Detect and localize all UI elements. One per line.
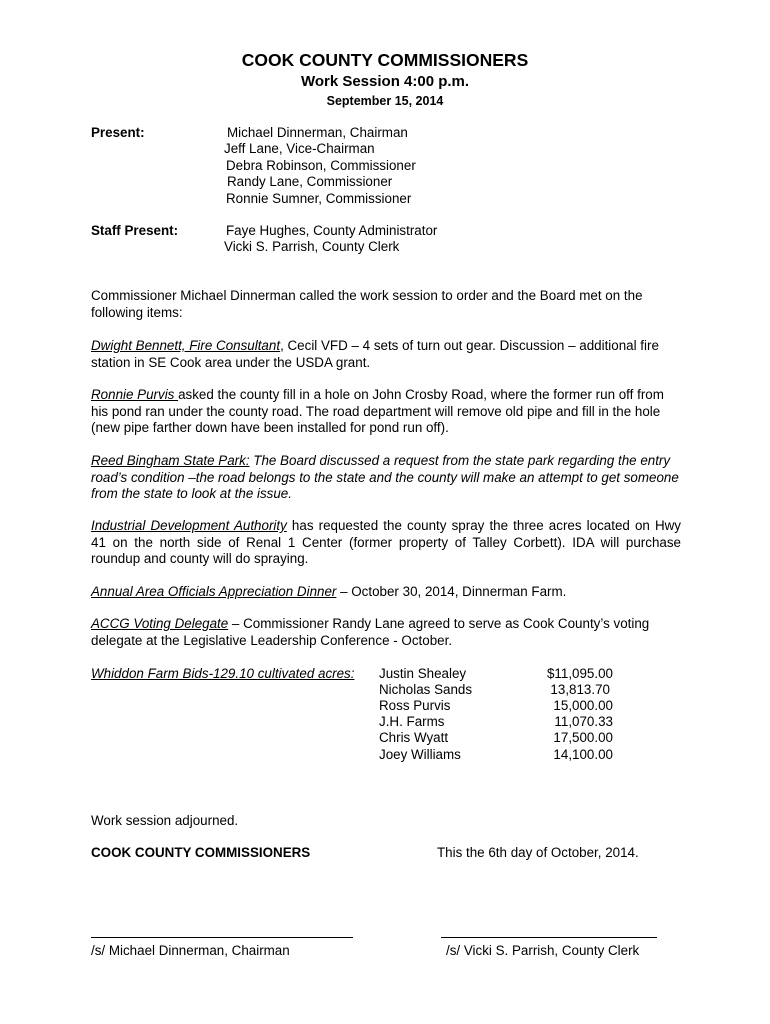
bidder-name: Ross Purvis <box>379 698 451 713</box>
bid-amount: 15,000.00 <box>553 698 613 713</box>
chairman-signature: /s/ Michael Dinnerman, Chairman <box>91 943 290 958</box>
clerk-signature: /s/ Vicki S. Parrish, County Clerk <box>446 943 640 958</box>
item-heading: Reed Bingham State Park: <box>91 453 250 468</box>
item-heading: Dwight Bennett, Fire Consultant <box>91 338 281 353</box>
item-text: – Commissioner Randy Lane agreed to serve as Cook County’s voting delegate at the Legislative Leadership Conference - October. <box>91 616 650 648</box>
document-subtitle: Work Session 4:00 p.m. <box>300 73 470 90</box>
bid-amount: 11,070.33 <box>554 714 613 729</box>
item-heading: Industrial Development Authority <box>91 518 287 533</box>
bid-amount: 13,813.70 <box>550 682 610 697</box>
bid-amount: 17,500.00 <box>553 730 613 745</box>
dated-line: This the 6th day of October, 2014. <box>437 845 639 860</box>
present-member: Randy Lane, Commissioner <box>227 174 393 189</box>
adjourned-note: Work session adjourned. <box>91 813 239 828</box>
bidder-name: J.H. Farms <box>379 714 445 729</box>
agenda-item <box>91 518 681 568</box>
board-name: COOK COUNTY COMMISSIONERS <box>91 845 311 860</box>
staff-label: Staff Present: <box>91 223 179 238</box>
intro-paragraph: Commissioner Michael Dinnerman called the work session to order and the Board met on the following items: <box>91 288 643 320</box>
agenda-item <box>91 616 681 649</box>
item-text: The Board discussed a request from the state park regarding the entry road’s condition –the road belongs to the state and the county will make an attempt to get someone from the state to look at the issue. <box>91 453 679 501</box>
chairman-signature-line <box>91 937 353 938</box>
item-text: – October 30, 2014, Dinnerman Farm. <box>336 584 567 599</box>
bidder-name: Joey Williams <box>379 747 461 762</box>
present-member: Jeff Lane, Vice-Chairman <box>224 141 375 156</box>
agenda-item <box>91 387 681 437</box>
agenda-item <box>91 584 681 601</box>
item-heading: ACCG Voting Delegate <box>91 616 229 631</box>
item-heading: Ronnie Purvis <box>91 387 179 402</box>
present-member: Debra Robinson, Commissioner <box>226 158 416 173</box>
agenda-item <box>91 338 681 371</box>
bid-amount: $11,095.00 <box>546 666 613 681</box>
clerk-signature-line <box>441 937 657 938</box>
meeting-date: September 15, 2014 <box>326 94 444 108</box>
agenda-item <box>91 453 681 503</box>
staff-member: Faye Hughes, County Administrator <box>226 223 438 238</box>
bidder-name: Chris Wyatt <box>379 730 449 745</box>
bids-heading: Whiddon Farm Bids-129.10 cultivated acres: <box>91 666 355 681</box>
bidder-name: Justin Shealey <box>379 666 467 681</box>
item-text: , Cecil VFD – 4 sets of turn out gear. Discussion – additional fire station in SE Cook area under the USDA grant. <box>91 338 659 370</box>
present-label: Present: <box>91 125 145 140</box>
bidder-name: Nicholas Sands <box>379 682 473 697</box>
staff-member: Vicki S. Parrish, County Clerk <box>224 239 400 254</box>
item-text: asked the county fill in a hole on John Crosby Road, where the former run off from his pond ran under the county road. The road department will remove old pipe and fill in the hole (new pipe farther down have been installed for pond run off). <box>91 387 664 435</box>
present-member: Michael Dinnerman, Chairman <box>227 125 408 140</box>
present-member: Ronnie Sumner, Commissioner <box>226 191 412 206</box>
item-text: has requested the county spray the three acres located on Hwy 41 on the north side of Renal 1 Center (former property of Talley Corbett). IDA will purchase roundup and county will do spraying. <box>91 518 681 566</box>
item-heading: Annual Area Officials Appreciation Dinner <box>91 584 337 599</box>
bid-amount: 14,100.00 <box>553 747 613 762</box>
document-title: COOK COUNTY COMMISSIONERS <box>241 50 529 70</box>
